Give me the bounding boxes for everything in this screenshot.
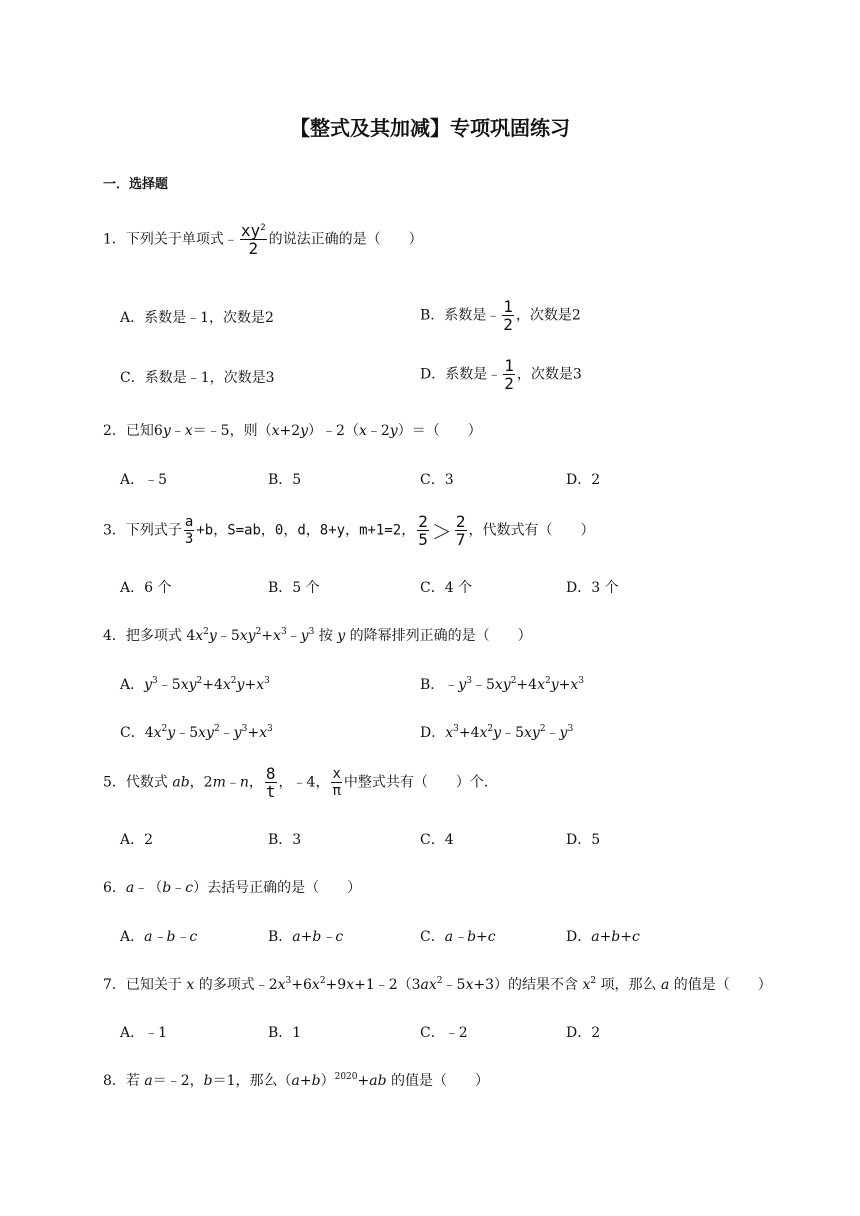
option-a: A．﹣1 <box>120 1025 168 1041</box>
option-d: D．2 <box>566 472 601 488</box>
option-b: B．3 <box>268 832 302 848</box>
option-b: B．$﹣y^3﹣5xy^2+4x^2y+x^3$ <box>420 676 584 693</box>
fraction: $\frac{1}{2}$ <box>503 297 513 334</box>
question-4: 4．把多项式 $4x^2y﹣5xy^2+x^3﹣y^3$ 按 y 的降幂排列正确的是（ ） <box>103 627 532 644</box>
option-a: A．2 <box>120 832 154 848</box>
option-d: D．a+b+c <box>566 929 640 945</box>
fraction: $\frac{a}{3}$ <box>184 514 194 547</box>
option-d: D．5 <box>566 832 601 848</box>
option-a: A．﹣5 <box>120 472 168 488</box>
option-b: B．系数是﹣ $\frac{1}{2}$ ，次数是2 <box>420 297 581 334</box>
option-c: C．3 <box>420 472 454 488</box>
fraction: $\frac{8}{t}$ <box>265 764 276 801</box>
fraction: $\frac{xy^2}{2}$ <box>240 221 266 258</box>
question-6: 6．a﹣（b﹣c）去括号正确的是（ ） <box>103 880 362 896</box>
option-d: D．2 <box>566 1025 601 1041</box>
question-5: 5．代数式 ab，2m﹣n， $\frac{8}{t}$ ，﹣4， $\frac{x}{\pi}$ 中整式共有（ ）个． <box>103 764 498 801</box>
section-heading: 一．选择题 <box>103 177 169 192</box>
fraction: $\frac{2}{5}$ <box>418 512 428 549</box>
option-b: B．1 <box>268 1025 302 1041</box>
option-a: A．6 个 <box>120 580 172 596</box>
option-c: C．a﹣b+c <box>420 929 496 945</box>
question-8: 8．若 a＝﹣2，b＝1，那么$(a+b)^{2020}+ab$ 的值是（ ） <box>103 1072 489 1089</box>
option-b: B．5 个 <box>268 580 320 596</box>
option-c: C．﹣2 <box>420 1025 468 1041</box>
option-a: A．a﹣b﹣c <box>120 929 198 945</box>
question-3: 3．下列式子 $\frac{a}{3}$ +b，S=ab，0，d，8+y，m+1=2， $\frac{2}{5}$ ＞ $\frac{2}{7}$ ，代数式有（ ） <box>103 512 595 549</box>
question-2: 2．已知6y﹣x＝﹣5，则（x+2y）﹣2（x﹣2y）＝（ ） <box>103 423 482 439</box>
fraction: $\frac{2}{7}$ <box>455 512 466 549</box>
option-d: D．$x^3+4x^2y﹣5xy^2﹣y^3$ <box>420 724 574 741</box>
question-7: 7．已知关于 x 的多项式$﹣2x^3+6x^2+9x+1﹣2(3ax^2﹣5x+3)$的结果不含 $x^2$ 项，那么 a 的值是（ ） <box>103 976 772 993</box>
option-b: B．a+b﹣c <box>268 929 344 945</box>
page-title: 【整式及其加减】专项巩固练习 <box>290 116 570 140</box>
question-1: 1．下列关于单项式﹣ $\frac{xy^2}{2}$ 的说法正确的是（ ） <box>103 221 423 258</box>
option-c: C．4 个 <box>420 580 473 596</box>
option-a: A．$y^3﹣5xy^2+4x^2y+x^3$ <box>120 676 270 693</box>
option-c: C．4 <box>420 832 454 848</box>
fraction: $\frac{1}{2}$ <box>504 356 514 393</box>
option-b: B．5 <box>268 472 302 488</box>
option-d: D．3 个 <box>566 580 619 596</box>
option-d: D．系数是﹣ $\frac{1}{2}$ ，次数是3 <box>420 356 582 393</box>
option-c: C．系数是﹣1，次数是3 <box>120 370 275 386</box>
option-a: A．系数是﹣1，次数是2 <box>120 310 274 326</box>
option-c: C．$4x^2y﹣5xy^2﹣y^3+x^3$ <box>120 724 273 741</box>
fraction: $\frac{x}{\pi}$ <box>332 766 341 799</box>
